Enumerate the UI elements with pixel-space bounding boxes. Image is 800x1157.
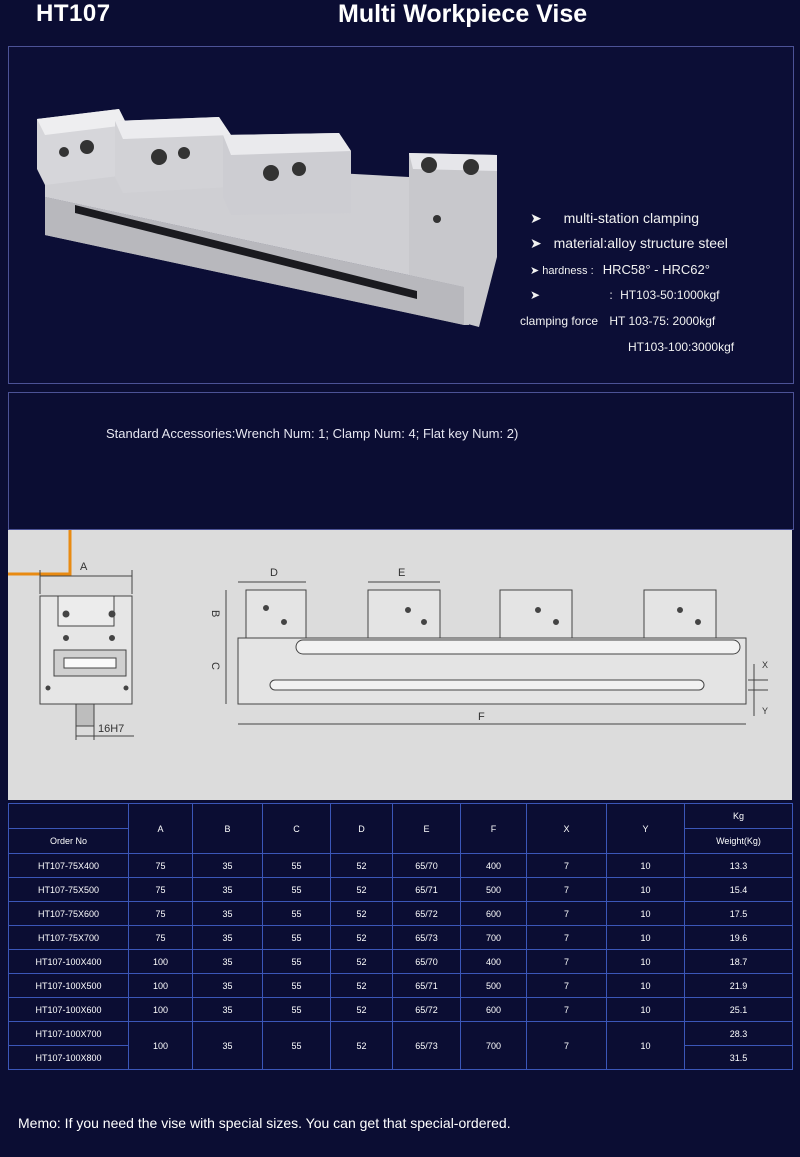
spec-item-force-75: clamping force HT 103-75: 2000kgf xyxy=(520,314,716,328)
col-header-a: A xyxy=(129,804,193,854)
col-header-kg: Kg xyxy=(685,804,793,829)
dim-label-y: Y xyxy=(762,706,769,716)
spec-item-force: ➤ : HT103-50:1000kgf xyxy=(530,288,720,302)
dim-label-key: 16H7 xyxy=(98,723,125,735)
table-corner-cell xyxy=(9,804,129,829)
model-number: HT107 xyxy=(36,0,111,27)
corner-mark xyxy=(8,530,70,574)
spec-item-force-100: HT103-100:3000kgf xyxy=(628,340,735,354)
col-header-d: D xyxy=(331,804,393,854)
spec-table xyxy=(8,803,792,1070)
col-header-e: E xyxy=(393,804,461,854)
col-header-b: B xyxy=(193,804,263,854)
bullet-arrow-icon: ➤ xyxy=(530,235,542,251)
table-row: HT107-100X700 100 35 55 52 65/73 700 7 10 28.3 xyxy=(9,1022,793,1046)
col-header-f: F xyxy=(461,804,527,854)
jaw-block xyxy=(37,109,127,185)
table-row: HT107-75X500 75 35 55 52 65/71 500 7 10 15.4 xyxy=(9,878,793,902)
dimension-drawing xyxy=(8,530,792,800)
col-header-c: C xyxy=(263,804,331,854)
bullet-arrow-icon: ➤ xyxy=(530,265,540,277)
spec-item-material: ➤ material:alloy structure steel xyxy=(530,235,728,251)
spec-item-hardness: ➤ hardness : HRC58° - HRC62° xyxy=(530,262,710,277)
bullet-arrow-icon: ➤ xyxy=(530,288,541,302)
table-row: HT107-100X400 100 35 55 52 65/70 400 7 10 18.7 xyxy=(9,950,793,974)
dim-label-e: E xyxy=(398,567,406,579)
spec-item-clamping: ➤ multi-station clamping xyxy=(530,210,700,226)
side-view xyxy=(40,570,134,740)
accessories-panel xyxy=(8,392,794,530)
col-header-x: X xyxy=(527,804,607,854)
accessories-text: Standard Accessories:Wrench Num: 1; Clamp Num: 4; Flat key Num: 2) xyxy=(106,426,519,441)
dim-label-x: X xyxy=(762,660,769,670)
table-row: HT107-75X700 75 35 55 52 65/73 700 7 10 19.6 xyxy=(9,926,793,950)
technical-drawing xyxy=(8,530,792,800)
col-header-weight: Weight(Kg) xyxy=(685,829,793,854)
table-row: HT107-75X400 75 35 55 52 65/70 400 7 10 13.3 xyxy=(9,854,793,878)
dim-label-a: A xyxy=(80,561,88,573)
dim-label-c: C xyxy=(209,662,221,670)
bullet-arrow-icon: ➤ xyxy=(530,210,542,226)
page-title: Multi Workpiece Vise xyxy=(338,0,588,28)
front-view xyxy=(226,582,768,724)
table-row: HT107-100X800 31.5 xyxy=(9,1046,793,1070)
table-row: HT107-100X500 100 35 55 52 65/71 500 7 10 21.9 xyxy=(9,974,793,998)
memo-text: Memo: If you need the vise with special sizes. You can get that special-ordered. xyxy=(18,1115,511,1131)
dim-label-d: D xyxy=(270,567,278,579)
table-row: HT107-75X600 75 35 55 52 65/72 600 7 10 17.5 xyxy=(9,902,793,926)
col-header-order: Order No xyxy=(9,829,129,854)
dim-label-b: B xyxy=(209,610,221,618)
col-header-y: Y xyxy=(607,804,685,854)
dim-label-f: F xyxy=(478,711,485,723)
table-row: HT107-100X600 100 35 55 52 65/72 600 7 10 25.1 xyxy=(9,998,793,1022)
table-body xyxy=(9,854,793,1070)
